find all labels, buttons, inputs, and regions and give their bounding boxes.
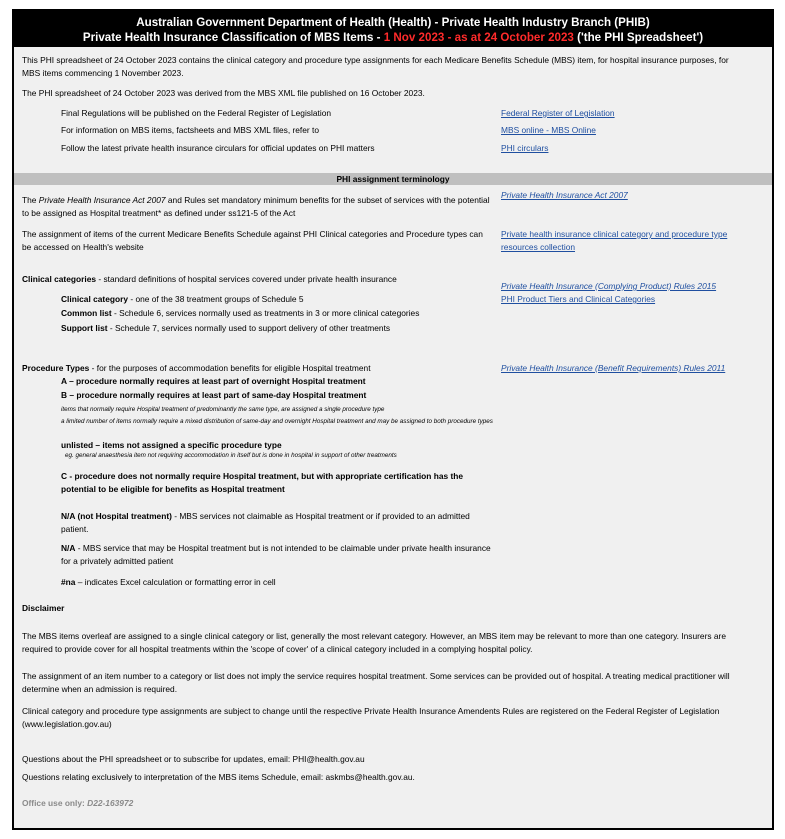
act-prefix: The — [22, 195, 39, 205]
disclaimer-paragraph-3: Clinical category and procedure type assignments are subject to change until the respective Private Health Insurance Amendents Rules are registered on the Federal Register of Legislation (www.legislation.gov.au) — [22, 706, 720, 729]
na-not-hospital-desc: - MBS services not claimable as Hospital treatment or if provided to an admitted patient. — [61, 511, 470, 534]
circulars-text: Follow the latest private health insurance circulars for official updates on PHI matters — [61, 143, 375, 153]
procedure-note-1: items that normally require Hospital treatment of predominantly the same type, are assigned a single procedure type — [61, 406, 385, 413]
procedure-note-2: a limited number of items normally require a mixed distribution of same-day and overnight Hospital treatment and may be assigned to both procedure types — [61, 418, 493, 425]
contact-phi-spreadsheet: Questions about the PHI spreadsheet or to subscribe for updates, email: PHI@health.gov.au — [22, 754, 365, 764]
phi-circulars-link[interactable]: PHI circulars — [501, 143, 549, 153]
assignment-paragraph: The assignment of items of the current Medicare Benefits Schedule against PHI Clinical categories and Procedure types can be accessed on Health's website — [22, 229, 483, 252]
header-title-line1: Australian Government Department of Health (Health) - Private Health Industry Branch (PHIB) — [136, 16, 650, 29]
office-use-label: Office use only: — [22, 798, 85, 808]
procedure-types-heading — [22, 362, 371, 375]
document-body — [14, 47, 772, 828]
benefit-requirements-rules-link[interactable]: Private Health Insurance (Benefit Requirements) Rules 2011 — [501, 363, 726, 373]
procedure-heading-rest: - for the purposes of accommodation benefits for eligible Hospital treatment — [89, 363, 371, 373]
support-list-desc: - Schedule 7, services normally used to support delivery of other treatments — [107, 323, 391, 333]
procedure-type-a: A – procedure normally requires at least part of overnight Hospital treatment — [61, 376, 366, 386]
na-def — [61, 542, 501, 567]
page-header — [14, 11, 772, 47]
product-tiers-link[interactable]: PHI Product Tiers and Clinical Categories — [501, 294, 656, 304]
terminology-band: PHI assignment terminology — [14, 173, 772, 185]
header-title-line2 — [14, 30, 772, 45]
mbs-info-text: For information on MBS items, factsheets and MBS XML files, refer to — [61, 125, 320, 135]
document-frame — [12, 9, 774, 830]
na-term: N/A — [61, 543, 76, 553]
common-list-term: Common list — [61, 308, 112, 318]
act-paragraph — [22, 194, 497, 219]
hash-na-def — [61, 576, 276, 589]
disclaimer-paragraph-2: The assignment of an item number to a category or list does not imply the service requires hospital treatment. Some services can be provided out of hospital. A treating medical practitioner will determine when an admission is required. — [22, 671, 730, 694]
na-not-hospital-term: N/A (not Hospital treatment) — [61, 511, 172, 521]
procedure-type-b: B – procedure normally requires at least part of same-day Hospital treatment — [61, 390, 367, 400]
clinical-heading-bold: Clinical categories — [22, 274, 97, 284]
intro-paragraph-2: The PHI spreadsheet of 24 October 2023 was derived from the MBS XML file published on 16 October 2023. — [22, 88, 425, 98]
office-reference: D22-163972 — [87, 798, 134, 808]
header-line2-prefix: Private Health Insurance Classification of MBS Items - — [82, 31, 384, 44]
hash-na-desc: – indicates Excel calculation or formatting error in cell — [75, 577, 276, 587]
header-line2-suffix: ('the PHI Spreadsheet') — [573, 31, 704, 44]
phi-act-link[interactable]: Private Health Insurance Act 2007 — [501, 190, 628, 200]
common-list-def — [61, 307, 419, 320]
intro-paragraph-1: This PHI spreadsheet of 24 October 2023 contains the clinical category and procedure type assignments for each Medicare Benefits Schedule (MBS) item, for hospital insurance purposes, for MBS items commencing 1 November 2023. — [22, 55, 729, 78]
disclaimer-paragraph-1: The MBS items overleaf are assigned to a single clinical category or list, generally the most relevant category. However, an MBS item may be relevant to more than one category. Insurers are required to provide cover for all hospital treatments within the 'scope of cover' of a clinical category included in a complying hospital policy. — [22, 631, 726, 654]
common-list-desc: - Schedule 6, services normally used as treatments in 3 or more clinical categories — [111, 308, 420, 318]
clinical-categories-heading — [22, 273, 397, 286]
act-rest: and Rules set mandatory minimum benefits for the subset of services with the potential to be assigned as Hospital treatment* as defined under ss121-5 of the Act — [22, 195, 490, 218]
procedure-type-c: C - procedure does not normally require Hospital treatment, but with appropriate certification has the potential to be eligible for benefits as Hospital treatment — [61, 471, 464, 494]
clinical-heading-rest: - standard definitions of hospital services covered under private health insurance — [96, 274, 397, 284]
na-not-hospital-def — [61, 510, 491, 535]
procedure-unlisted-example: eg. general anaesthesia item not requiring accommodation in itself but is done in hospital in support of other treatments — [65, 452, 397, 459]
resources-collection-link[interactable]: Private health insurance clinical category and procedure type resources collection — [501, 229, 728, 252]
clinical-category-desc: - one of the 38 treatment groups of Schedule 5 — [128, 294, 304, 304]
clinical-category-def — [61, 293, 304, 306]
complying-product-rules-link[interactable]: Private Health Insurance (Complying Product) Rules 2015 — [501, 281, 717, 291]
support-list-def — [61, 322, 390, 335]
na-desc: - MBS service that may be Hospital treatment but is not intended to be claimable under private health insurance for a privately admitted patient — [61, 543, 491, 566]
federal-register-link[interactable]: Federal Register of Legislation — [501, 108, 615, 118]
header-date-highlight: 1 Nov 2023 - as at 24 October 2023 — [383, 31, 574, 44]
contact-askmbs: Questions relating exclusively to interpretation of the MBS items Schedule, email: askmbs@health.gov.au. — [22, 772, 415, 782]
mbs-online-link[interactable]: MBS online - MBS Online — [501, 125, 596, 135]
register-text: Final Regulations will be published on the Federal Register of Legislation — [61, 108, 332, 118]
support-list-term: Support list — [61, 323, 108, 333]
office-use-line — [22, 797, 133, 810]
hash-na-term: #na — [61, 577, 76, 587]
clinical-category-term: Clinical category — [61, 294, 129, 304]
disclaimer-heading: Disclaimer — [22, 603, 65, 613]
act-title: Private Health Insurance Act 2007 — [38, 195, 166, 205]
procedure-heading-bold: Procedure Types — [22, 363, 90, 373]
procedure-unlisted: unlisted – items not assigned a specific procedure type — [61, 440, 282, 450]
